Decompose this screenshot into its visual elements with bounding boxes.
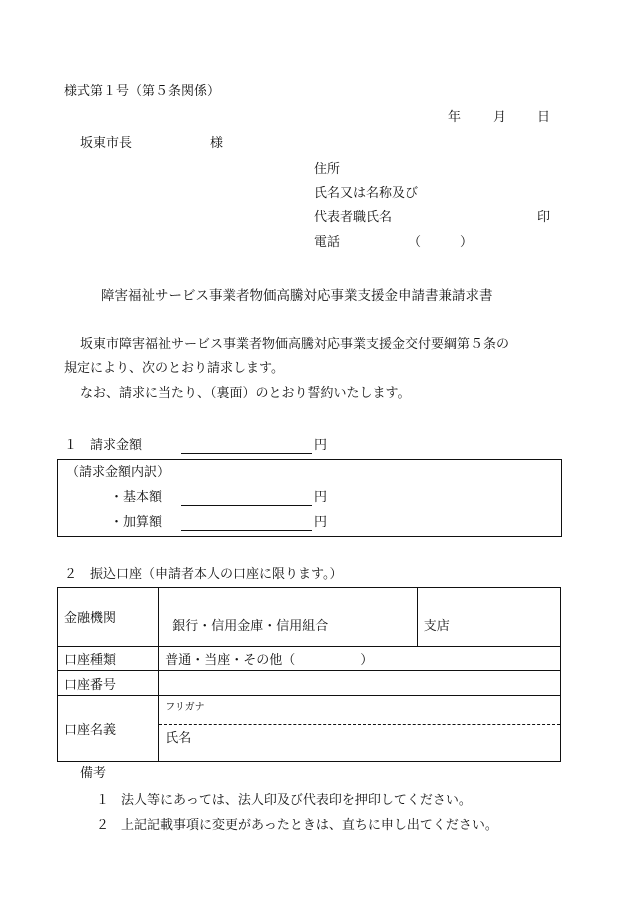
addition-amount-line	[181, 530, 312, 531]
account-number-label: 口座番号	[58, 671, 159, 696]
addition-yen: 円	[314, 515, 328, 530]
section2-heading: ２ 振込口座（申請者本人の口座に限ります。）	[64, 567, 343, 582]
account-type-label: 口座種類	[58, 647, 159, 671]
branch-label: 支店	[417, 588, 560, 647]
furigana-label: フリガナ	[159, 696, 560, 725]
form-number: 様式第１号（第５条関係）	[64, 84, 221, 99]
remark-2: 上記記載事項に変更があったときは、直ちに申し出てください。	[121, 818, 498, 833]
seal-label: 印	[537, 210, 551, 225]
account-name-row	[58, 696, 561, 762]
date-day-label: 日	[537, 110, 551, 125]
date-month-label: 月	[493, 110, 507, 125]
basic-amount-label: ・基本額	[110, 490, 163, 505]
bank-types: 銀行・信用金庫・信用組合	[159, 588, 418, 647]
remark-2-number: ２	[96, 818, 110, 833]
phone-label: 電話	[314, 235, 341, 250]
addressee-honorific: 様	[210, 136, 224, 151]
bank-row	[58, 588, 561, 647]
addition-amount-label: ・加算額	[110, 515, 163, 530]
account-name-label: 口座名義	[58, 696, 159, 762]
basic-amount-line	[181, 505, 312, 506]
account-type-options: 普通・当座・その他（ ）	[159, 647, 561, 671]
phone-paren: （ ）	[408, 235, 474, 250]
addressee: 坂東市長	[80, 136, 133, 151]
date-year-label: 年	[448, 110, 462, 125]
representative-label: 代表者職氏名	[314, 210, 393, 225]
breakdown-label: （請求金額内訳）	[66, 465, 171, 480]
bank-label: 金融機関	[58, 588, 159, 647]
document-title: 障害福祉サービス事業者物価高騰対応事業支援金申請書兼請求書	[101, 288, 493, 304]
bank-account-table	[57, 587, 561, 762]
name-label: 氏名又は名称及び	[314, 186, 419, 201]
remarks-heading: 備考	[80, 766, 107, 781]
body-line-2: 規定により、次のとおり請求します。	[64, 361, 284, 376]
address-label: 住所	[314, 162, 341, 177]
remark-1: 法人等にあっては、法人印及び代表印を押印してください。	[121, 793, 472, 808]
holder-name-label: 氏名	[165, 731, 192, 746]
basic-yen: 円	[314, 490, 328, 505]
body-line-1: 坂東市障害福祉サービス事業者物価高騰対応事業支援金交付要綱第５条の	[80, 337, 510, 352]
body-line-3: なお、請求に当たり、（裏面）のとおり誓約いたします。	[80, 386, 411, 401]
remark-1-number: １	[96, 793, 110, 808]
section1-heading: １ 請求金額	[64, 438, 143, 453]
total-yen: 円	[314, 438, 328, 453]
account-number-row	[58, 671, 561, 696]
account-number-field	[159, 671, 561, 696]
total-amount-line	[181, 453, 312, 454]
account-type-row	[58, 647, 561, 671]
